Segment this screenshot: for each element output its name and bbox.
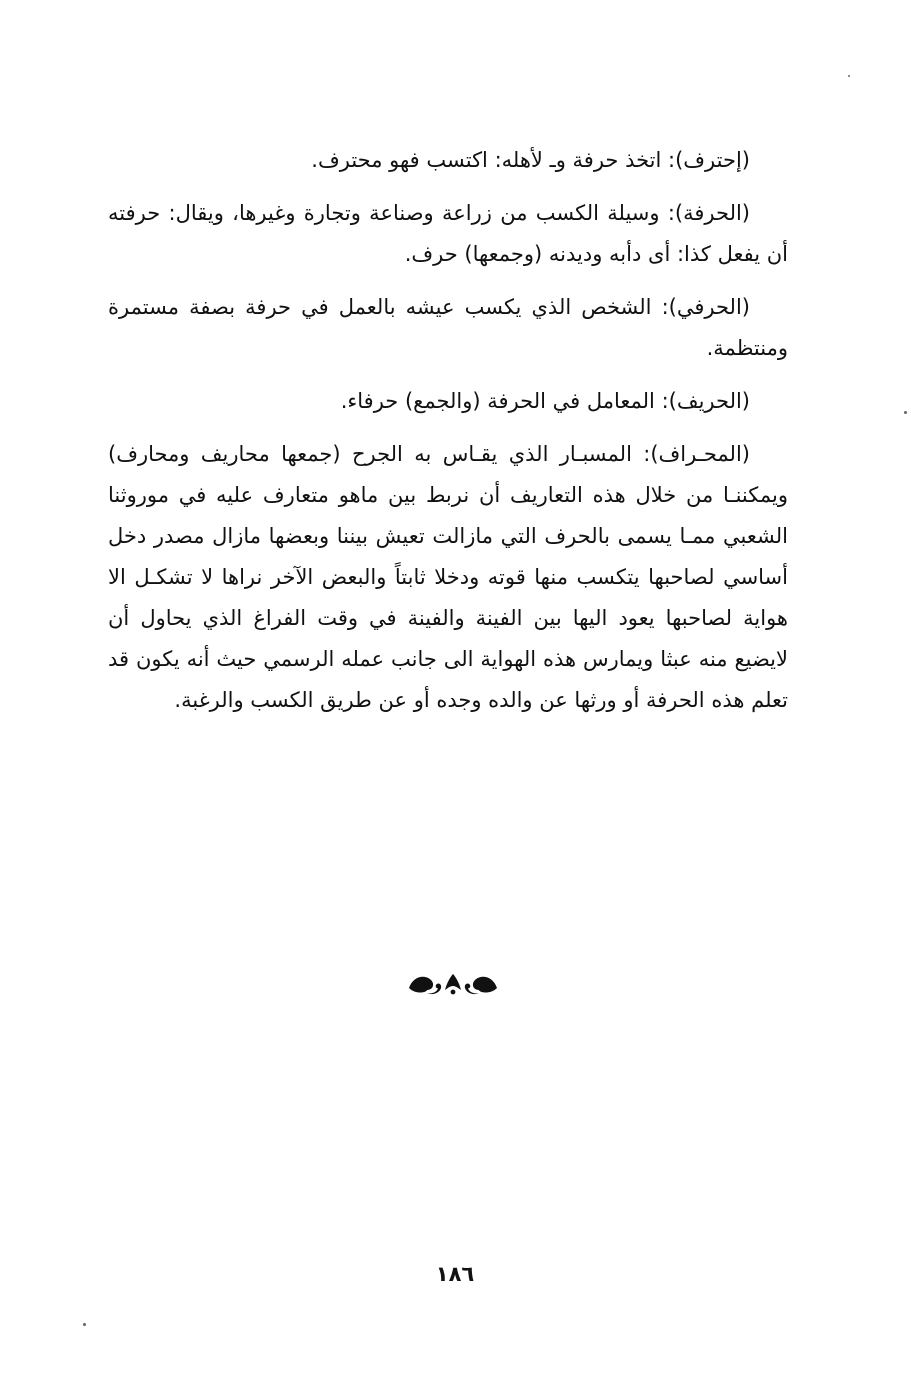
paragraph-ihtaraf: (إحترف): اتخذ حرفة وـ لأهله: اكتسب فهو محترف. [311, 148, 750, 172]
page-number: ١٨٦ [435, 1262, 475, 1286]
paragraph-alhirfa: (الحرفة): وسيلة الكسب من زراعة وصناعة وتجارة وغيرها، ويقال: حرفته أن يفعل كذا: أى دأبه وديدنه (وجمعها) حرف. [108, 201, 788, 266]
scan-speck [848, 75, 850, 77]
paragraph-alhirafi: (الحرفي): الشخص الذي يكسب عيشه بالعمل في حرفة بصفة مستمرة ومنتظمة. [108, 295, 788, 360]
paragraph-almihraf: (المحـراف): المسبـار الذي يقـاس به الجرح (جمعها محاريف ومحارف) ويمكننـا من خلال هذه التعاريف أن نربط بين ماهو متعارف عليه في موروثنا الشعبي ممـا يسمى بالحرف التي مازالت تعيش بيننا وبعضها مازال مصدر دخل أساسي لصاحبها يتكسب منها قوته ودخلا ثابتاً والبعض الآخر نراها لا تشكـل الا هواية لصاحبها يعود اليها بين الفينة والفينة في وقت الفراغ الذي يحاول أن لايضيع منه عبثا ويمارس هذه الهواية الى جانب عمله الرسمي حيث أنه يكون قد تعلم هذه الحرفة أو ورثها عن والده وجده أو عن طريق الكسب والرغبة. [108, 442, 788, 712]
scan-speck [83, 1323, 86, 1326]
floral-ornament-icon [405, 968, 501, 998]
scan-speck [904, 411, 907, 414]
paragraph-alharif: (الحريف): المعامل في الحرفة (والجمع) حرفاء. [340, 389, 750, 413]
body-text [108, 140, 788, 721]
